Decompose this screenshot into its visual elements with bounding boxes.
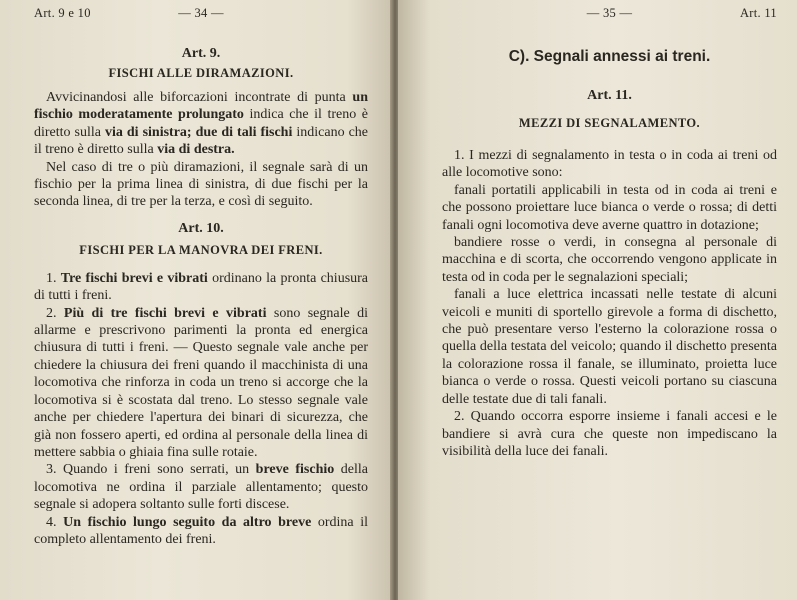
- art11-paragraph-2: fanali portatili applicabili in testa od in coda ai treni e che possono proiettare luce bianca o verde o rossa; di detti fanali ogni locomotiva deve averne quattro in dotazione;: [442, 182, 777, 233]
- art11-paragraph-4: fanali a luce elettrica incassati nelle testate di alcuni veicoli e muniti di sportello girevole a forma di dischetto, che può presentare verso l'esterno la colorazione rossa o quella della testata del veicolo; quando il dischetto presenta la colorazione rossa il fanale, se illuminato, proietta luce bianca o verde o rossa. Questi veicoli portano su ciascuna delle testate due di tali fanali.: [442, 287, 777, 407]
- art11-paragraph-3: bandiere rosse o verdi, in consegna al personale di macchina e di scorta, che occorrendo vengono applicate in testa od in coda per le segnalazioni speciali;: [442, 235, 777, 285]
- running-head-right: Art. 11: [739, 6, 777, 20]
- art10-paragraph-3: 3. Quando i freni sono serrati, un breve fischio della locomotiva ne ordina il parziale allentamento; questo segnale si adopera soltanto sulle forti discese.: [34, 462, 368, 513]
- art10-title: Art. 10.: [178, 220, 224, 236]
- page-number-34: — 34 —: [178, 6, 224, 20]
- art10-paragraph-2: 2. Più di tre fischi brevi e vibrati sono segnale di allarme e prescrivono parimenti la pronta ed energica chiusura di tutti i freni. — Questo segnale vale anche per chiedere la chiusura dei freni quando il macchinista di una locomotiva che rinforza in coda un treno si accorge che la locomotiva si è scostata dal treno. Lo stesso segnale vale anche per chiedere l'apertura dei binari di sicurezza, che già non fossero aperti, ed ordina al personale della linea di mettere sabbia o ghiaia fina sulle rotaie.: [34, 305, 368, 460]
- art9-paragraph-2: Nel caso di tre o più diramazioni, il segnale sarà di un fischio per la prima linea di sinistra, di due fischi per la seconda linea, di tre per la terza, e così di seguito.: [34, 159, 368, 210]
- left-page: [0, 0, 394, 600]
- running-head-left-empty: [442, 6, 512, 24]
- art11-title: Art. 11.: [587, 88, 632, 103]
- right-page: [398, 0, 797, 600]
- art9-paragraph-1: Avvicinandosi alle biforcazioni incontrate di punta un fischio moderatamente prolungato indica che il treno è diretto sulla via di sinistra; due di tali fischi indicano che il treno è diretto sulla via di destra.: [34, 90, 368, 158]
- art10-caption: FISCHI PER LA MANOVRA DEI FRENI.: [79, 242, 323, 257]
- art10-paragraph-1: 1. Tre fischi brevi e vibrati ordinano la pronta chiusura di tutti i freni.: [34, 270, 369, 304]
- section-heading: C). Segnali annessi ai treni.: [508, 48, 711, 65]
- running-head-right-empty: [298, 6, 368, 24]
- art11-paragraph-5: 2. Quando occorra esporre insieme i fanali accesi e le bandiere si avrà cura che queste non impediscano la visibilità della luce dei fanali.: [442, 409, 777, 459]
- art11-paragraph-1: 1. I mezzi di segnalamento in testa o in coda ai treni od alle locomotive sono:: [442, 148, 777, 181]
- art11-caption: MEZZI DI SEGNALAMENTO.: [518, 116, 701, 130]
- running-head-left: Art. 9 e 10: [34, 6, 91, 20]
- art10-paragraph-4: 4. Un fischio lungo seguito da altro breve ordina il completo allentamento dei freni.: [34, 514, 369, 547]
- left-page-header: [34, 6, 368, 24]
- art9-caption: FISCHI ALLE DIRAMAZIONI.: [108, 66, 294, 80]
- page-number-35: — 35 —: [586, 6, 633, 20]
- right-page-header: [442, 6, 777, 24]
- art9-title: Art. 9.: [181, 46, 221, 61]
